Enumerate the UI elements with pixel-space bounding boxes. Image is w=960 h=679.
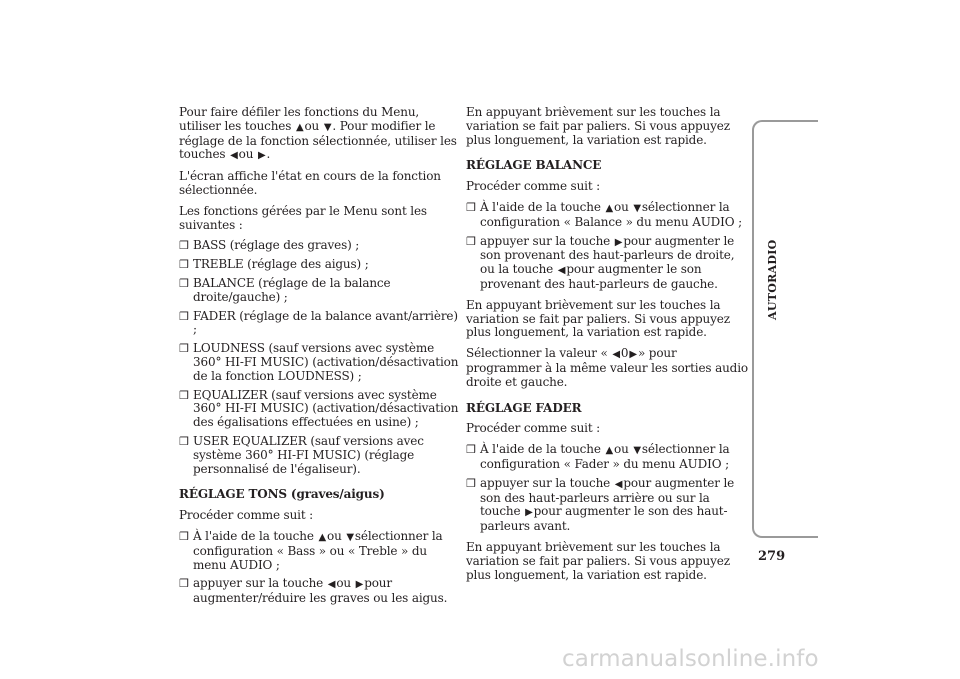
list-item: [466, 477, 748, 534]
watermark: carmanualsonline.info: [562, 646, 819, 672]
list-item: [179, 435, 459, 476]
section-heading-balance: RÉGLAGE BALANCE: [466, 158, 602, 173]
item-text: USER EQUALIZER (sauf versions avec système 360° HI-FI MUSIC) (réglage personnalisé de l'égaliseur).: [193, 433, 424, 476]
left-column: [179, 106, 459, 613]
item-text: BALANCE (réglage de la balance droite/gauche) ;: [193, 275, 391, 304]
arrow-left-icon: ◀: [612, 349, 620, 361]
paliers-paragraph: En appuyant brièvement sur les touches la variation se fait par paliers. Si vous appuyez plus longuement, la variation est rapide.: [466, 539, 730, 582]
functions-list: [179, 239, 459, 476]
zero-value-paragraph: [466, 347, 748, 389]
arrow-left-icon: ◀: [327, 579, 336, 591]
item-text: EQUALIZER (sauf versions avec système 360° HI-FI MUSIC) (activation/désactivation des égalisations effectuées en usine) ;: [193, 387, 459, 430]
text: ou: [614, 442, 633, 457]
display-state-paragraph: L'écran affiche l'état en cours de la fonction sélectionnée.: [179, 169, 441, 197]
text: » pour programmer à la même valeur les sorties audio droite et gauche.: [466, 346, 748, 389]
section-label: AUTORADIO: [766, 239, 779, 320]
tons-steps-list: [179, 530, 459, 606]
arrow-down-icon: ▼: [633, 202, 641, 214]
arrow-down-icon: ▼: [346, 531, 354, 543]
arrow-left-icon: ◀: [614, 478, 623, 490]
text: pour augmenter le son des haut-parleurs arrière ou sur la touche: [480, 475, 735, 519]
paliers-paragraph: En appuyant brièvement sur les touches la variation se fait par paliers. Si vous appuyez plus longuement, la variation est rapide.: [466, 297, 730, 340]
list-item: [466, 235, 748, 292]
section-heading-tons: RÉGLAGE TONS (graves/aigus): [179, 487, 385, 502]
text: pour augmenter le son des haut-parleurs avant.: [480, 504, 728, 534]
checkbox-bullet-icon: ❒: [179, 388, 189, 402]
text: appuyer sur la touche: [193, 576, 327, 591]
arrow-right-icon: ▶: [525, 507, 533, 519]
checkbox-bullet-icon: ❒: [179, 276, 189, 290]
text: ou: [238, 147, 257, 162]
checkbox-bullet-icon: ❒: [466, 476, 476, 490]
checkbox-bullet-icon: ❒: [179, 577, 189, 591]
text: sélectionner la configuration « Fader » du menu AUDIO ;: [480, 442, 730, 471]
text: appuyer sur la touche: [480, 475, 614, 490]
list-item: [466, 201, 748, 230]
checkbox-bullet-icon: ❒: [179, 529, 189, 543]
checkbox-bullet-icon: ❒: [466, 234, 476, 248]
text: pour augmenter le son provenant des haut-parleurs de droite, ou la touche: [480, 233, 735, 277]
page-number: 279: [758, 549, 786, 564]
proceed-text: Procéder comme suit :: [179, 508, 314, 523]
checkbox-bullet-icon: ❒: [179, 239, 189, 253]
list-item: [179, 258, 459, 272]
arrow-up-icon: ▲: [605, 202, 613, 214]
arrow-down-icon: ▼: [633, 445, 641, 457]
list-item: [179, 389, 459, 430]
checkbox-bullet-icon: ❒: [179, 258, 189, 272]
arrow-up-icon: ▲: [295, 121, 304, 133]
balance-steps-list: [466, 201, 748, 292]
checkbox-bullet-icon: ❒: [179, 342, 189, 356]
section-tab-bracket: [752, 120, 818, 538]
list-item: [179, 239, 459, 253]
arrow-left-icon: ◀: [230, 150, 238, 162]
list-item: [179, 577, 459, 606]
list-item: [179, 342, 459, 383]
proceed-text: Procéder comme suit :: [466, 421, 601, 436]
text: pour augmenter/réduire les graves ou les aigus.: [193, 576, 448, 606]
arrow-down-icon: ▼: [323, 121, 332, 133]
checkbox-bullet-icon: ❒: [179, 434, 189, 448]
arrow-right-icon: ▶: [629, 349, 637, 361]
text: Pour faire défiler les fonctions du Menu, utiliser les touches: [179, 105, 420, 133]
text: . Pour modifier le réglage de la fonction sélectionnée, utiliser les touches: [179, 118, 457, 162]
functions-intro-paragraph: Les fonctions gérées par le Menu sont les suivantes :: [179, 203, 427, 232]
text: ou: [614, 199, 633, 214]
arrow-up-icon: ▲: [318, 531, 326, 543]
list-item: [179, 310, 459, 338]
text: À l'aide de la touche: [480, 442, 605, 457]
checkbox-bullet-icon: ❒: [179, 309, 189, 323]
checkbox-bullet-icon: ❒: [466, 200, 476, 214]
proceed-text: Procéder comme suit :: [466, 179, 601, 194]
menu-scroll-paragraph: [179, 106, 459, 163]
arrow-up-icon: ▲: [605, 445, 613, 457]
text: sélectionner la configuration « Balance » du menu AUDIO ;: [480, 199, 742, 229]
item-text: TREBLE (réglage des aigus) ;: [193, 257, 369, 272]
item-text: LOUDNESS (sauf versions avec système 360° HI-FI MUSIC) (activation/désactivation de la fonction LOUDNESS) ;: [193, 341, 459, 383]
item-text: BASS (réglage des graves) ;: [193, 238, 360, 253]
text: Sélectionner la valeur «: [466, 346, 612, 361]
checkbox-bullet-icon: ❒: [466, 443, 476, 457]
list-item: [179, 277, 459, 305]
list-item: [179, 530, 459, 572]
paliers-paragraph: En appuyant brièvement sur les touches la variation se fait par paliers. Si vous appuyez plus longuement, la variation est rapide.: [466, 105, 730, 147]
item-text: FADER (réglage de la balance avant/arrière) ;: [193, 308, 458, 337]
text: À l'aide de la touche: [480, 199, 605, 214]
list-item: [466, 443, 748, 472]
arrow-right-icon: ▶: [614, 236, 623, 248]
text: sélectionner la configuration « Bass » ou « Treble » du menu AUDIO ;: [193, 528, 443, 572]
text: pour augmenter le son provenant des haut-parleurs de gauche.: [480, 262, 718, 291]
text: ou: [304, 118, 323, 133]
right-column: [466, 106, 748, 589]
fader-steps-list: [466, 443, 748, 534]
text: .: [266, 147, 271, 162]
arrow-right-icon: ▶: [355, 579, 364, 591]
text: 0: [620, 346, 629, 361]
text: appuyer sur la touche: [480, 233, 614, 248]
arrow-right-icon: ▶: [257, 150, 266, 162]
arrow-left-icon: ◀: [557, 265, 566, 277]
text: ou: [336, 576, 355, 591]
text: À l'aide de la touche: [193, 528, 318, 543]
text: ou: [327, 528, 346, 543]
section-heading-fader: RÉGLAGE FADER: [466, 400, 582, 415]
